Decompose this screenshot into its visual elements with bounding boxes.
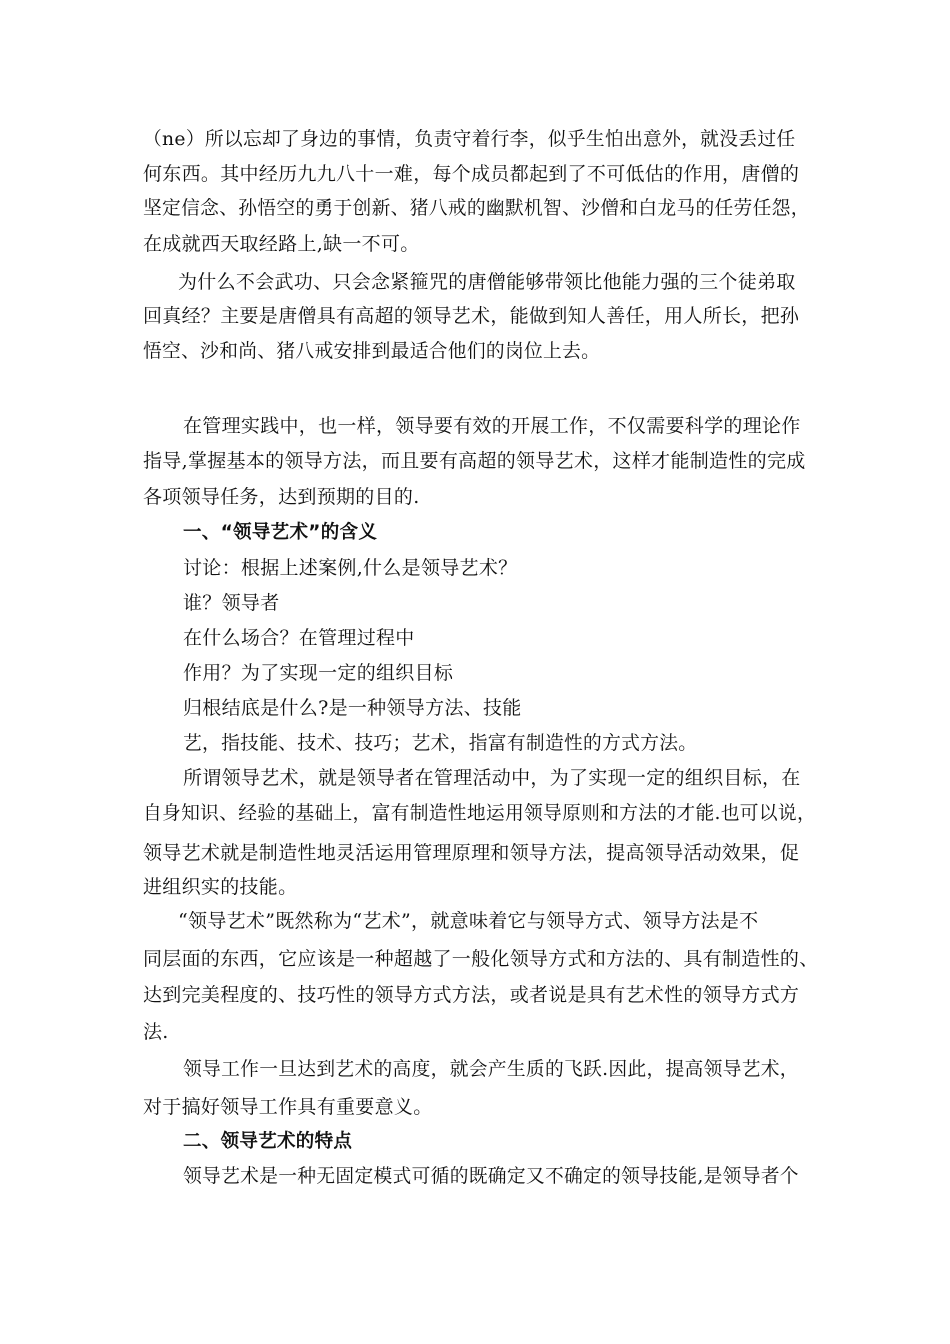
text-line: 达到完美程度的、技巧性的领导方式方法，或者说是具有艺术性的领导方式方 — [143, 984, 800, 1006]
text-line: 作用？为了实现一定的组织目标 — [183, 662, 454, 684]
text-line: 归根结底是什么?是一种领导方法、技能 — [183, 697, 522, 719]
text-line: 在管理实践中，也一样，领导要有效的开展工作，不仅需要科学的理论作 — [183, 415, 801, 437]
text-line: 在什么场合？在管理过程中 — [183, 627, 415, 649]
text-line: 何东西。其中经历九九八十一难，每个成员都起到了不可低估的作用，唐僧的 — [143, 163, 800, 185]
text-line: 法. — [143, 1021, 169, 1043]
text-line: 领导艺术是一种无固定模式可循的既确定又不确定的领导技能,是领导者个 — [183, 1166, 799, 1187]
text-line: 指导,掌握基本的领导方法，而且要有高超的领导艺术，这样才能制造性的完成 — [143, 450, 806, 472]
section-heading-2: 二、领导艺术的特点 — [183, 1131, 353, 1152]
text-line: 领导工作一旦达到艺术的高度，就会产生质的飞跃.因此，提高领导艺术， — [183, 1059, 799, 1080]
text-line: “领导艺术”既然称为“艺术”，就意味着它与领导方式、领导方法是不 — [178, 910, 759, 932]
text-line: 讨论：根据上述案例,什么是领导艺术？ — [183, 557, 518, 579]
text-line: 各项领导任务，达到预期的目的. — [143, 486, 420, 508]
text-line: 同层面的东西，它应该是一种超越了一般化领导方式和方法的、具有制造性的、 — [143, 948, 819, 970]
text-line: 进组织实的技能。 — [143, 876, 298, 898]
text-line: 在成就西天取经路上,缺一不可。 — [143, 233, 420, 255]
text-line: （ne）所以忘却了身边的事情，负责守着行李，似乎生怕出意外，就没丢过任 — [143, 129, 796, 150]
text-line: 为什么不会武功、只会念紧箍咒的唐僧能够带领比他能力强的三个徒弟取 — [178, 271, 796, 293]
text-line: 回真经？主要是唐僧具有高超的领导艺术，能做到知人善任，用人所长，把孙 — [143, 305, 800, 327]
text-line: 对于搞好领导工作具有重要意义。 — [143, 1096, 433, 1118]
text-line: 所谓领导艺术，就是领导者在管理活动中，为了实现一定的组织目标，在 — [183, 767, 801, 789]
text-line: 领导艺术就是制造性地灵活运用管理原理和领导方法，提高领导活动效果，促 — [143, 842, 800, 864]
section-heading-1: 一、“领导艺术”的含义 — [183, 522, 378, 543]
text-line: 悟空、沙和尚、猪八戒安排到最适合他们的岗位上去。 — [143, 341, 601, 362]
text-line: 坚定信念、孙悟空的勇于创新、猪八戒的幽默机智、沙僧和白龙马的任劳任怨， — [143, 198, 810, 219]
text-line: 自身知识、经验的基础上，富有制造性地运用领导原则和方法的才能.也可以说， — [143, 803, 817, 824]
text-line: 谁？领导者 — [183, 592, 280, 614]
text-line: 艺，指技能、技术、技巧；艺术，指富有制造性的方式方法。 — [183, 733, 698, 754]
